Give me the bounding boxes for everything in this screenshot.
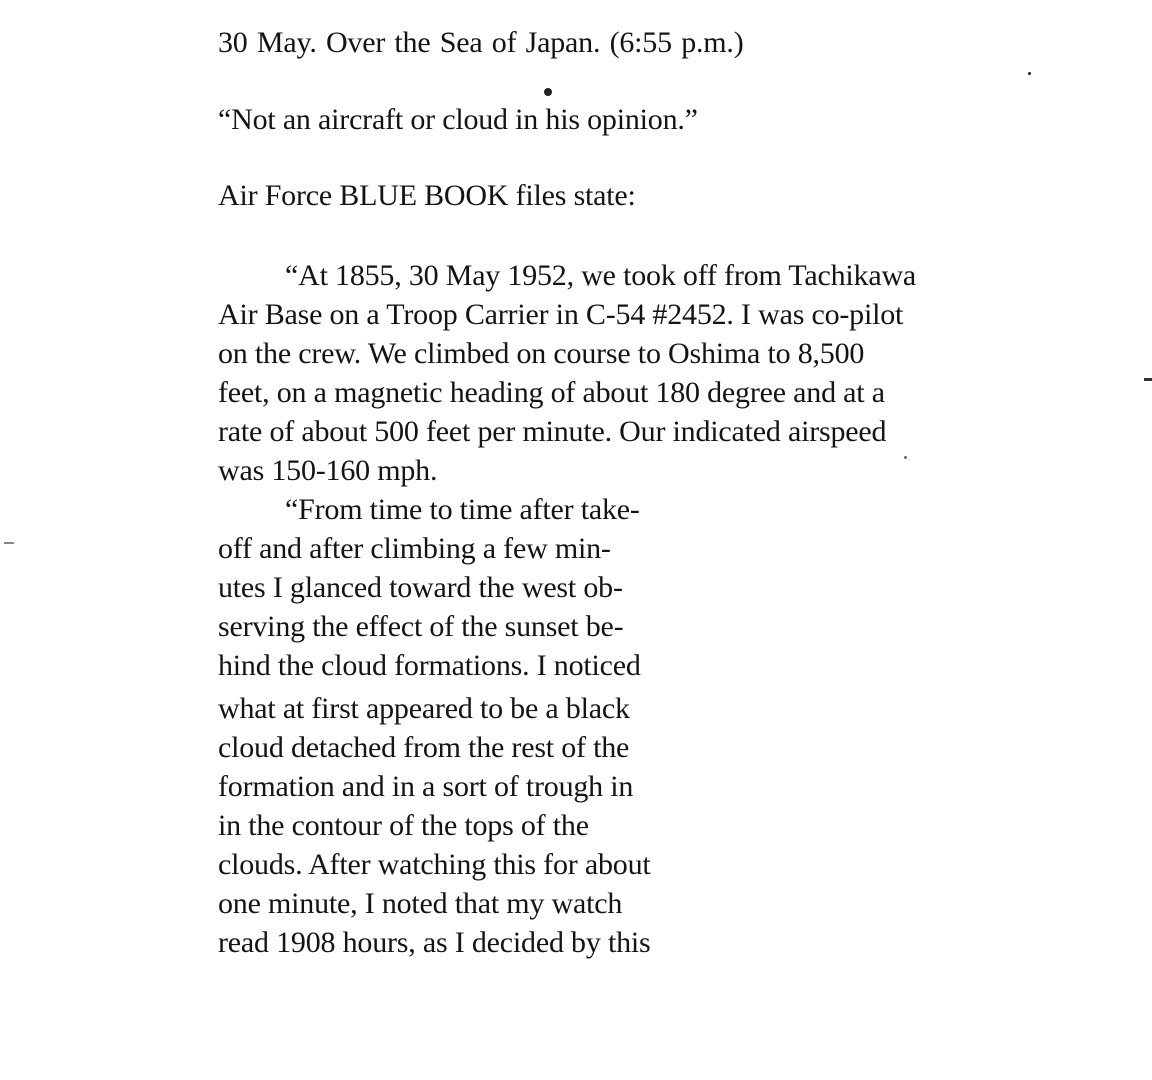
paragraph-1-line-6: was 150-160 mph. [218, 454, 438, 487]
paragraph-2-line-5: hind the cloud formations. I noticed [218, 649, 641, 682]
paragraph-1-line-5: rate of about 500 feet per minute. Our indicated airspeed [218, 415, 887, 448]
paragraph-1-line-1: “At 1855, 30 May 1952, we took off from Tachikawa [285, 259, 917, 292]
paragraph-2-line-8: formation and in a sort of trough in [218, 770, 634, 803]
document-header: 30 May. Over the Sea of Japan. (6:55 p.m.) [218, 26, 744, 59]
paragraph-2-line-1: “From time to time after take- [285, 493, 640, 526]
paragraph-1-line-3: on the crew. We climbed on course to Oshima to 8,500 [218, 337, 865, 370]
paragraph-2-line-4: serving the effect of the sunset be- [218, 610, 624, 643]
scan-speck [904, 456, 907, 459]
scan-speck [1028, 72, 1031, 75]
paragraph-2-line-12: read 1908 hours, as I decided by this [218, 926, 651, 959]
opinion-quote: “Not an aircraft or cloud in his opinion.” [218, 103, 698, 136]
paragraph-2-line-3: utes I glanced toward the west ob- [218, 571, 623, 604]
paragraph-2-line-10: clouds. After watching this for about [218, 848, 651, 881]
paragraph-2-line-9: in the contour of the tops of the [218, 809, 589, 842]
source-intro: Air Force BLUE BOOK files state: [218, 179, 636, 212]
scan-edge-mark [4, 542, 14, 544]
paragraph-2-line-2: off and after climbing a few min- [218, 532, 611, 565]
scan-speck [544, 88, 552, 96]
paragraph-2-line-11: one minute, I noted that my watch [218, 887, 623, 920]
paragraph-1-line-4: feet, on a magnetic heading of about 180 degree and at a [218, 376, 885, 409]
scan-edge-mark [1144, 378, 1152, 381]
paragraph-2-line-6: what at first appeared to be a black [218, 692, 630, 725]
paragraph-2-line-7: cloud detached from the rest of the [218, 731, 630, 764]
paragraph-1-line-2: Air Base on a Troop Carrier in C-54 #2452. I was co-pilot [218, 298, 904, 331]
